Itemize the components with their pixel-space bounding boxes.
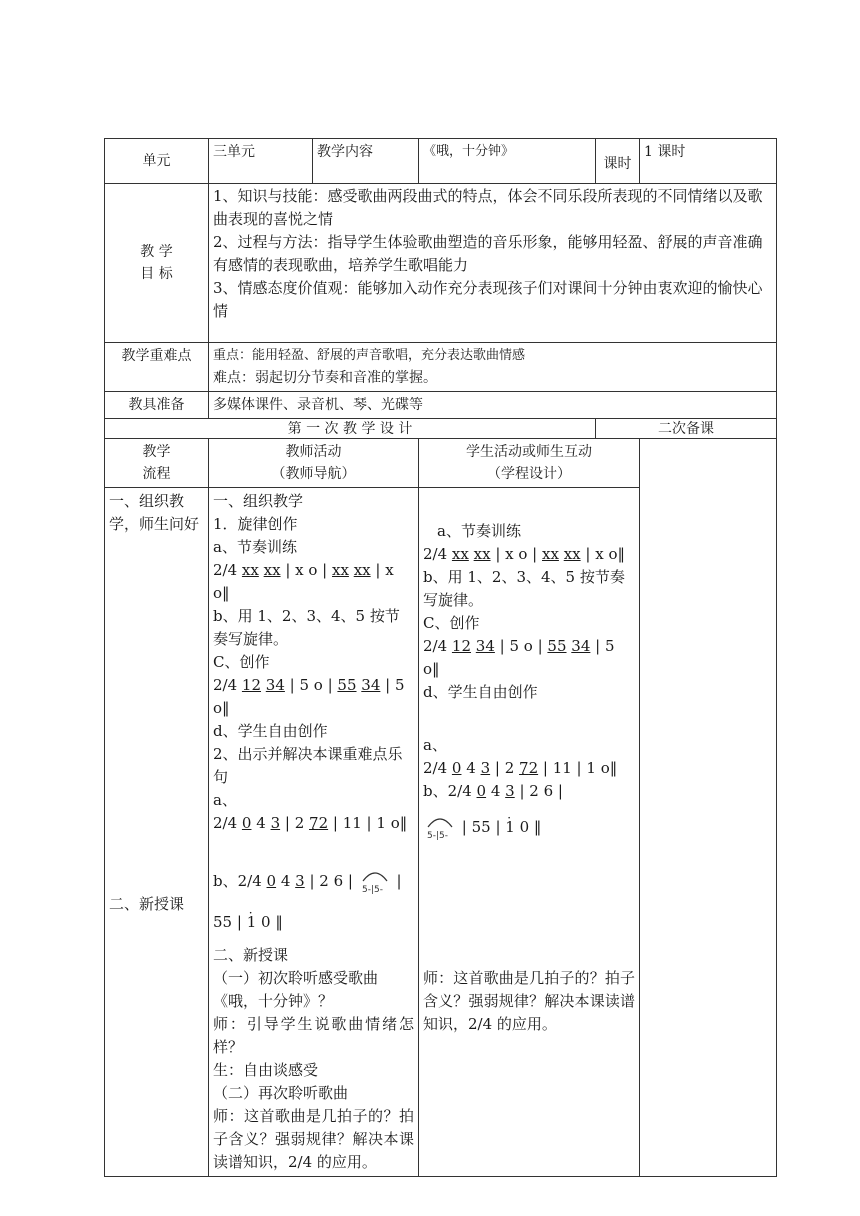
goals-text [209, 184, 777, 343]
teacher-line: C、创作 [213, 653, 270, 671]
content-label: 教学内容 [313, 139, 419, 184]
teacher-line: 师：引导学生说歌曲情绪怎样？ [213, 1015, 414, 1056]
teacher-line: （一）初次聆听感受歌曲《哦，十分钟》？ [213, 969, 379, 1010]
flow-step-2: 二、新授课 [109, 895, 185, 913]
student-cell [419, 488, 640, 1177]
teacher-line: a、 [213, 791, 237, 809]
teacher-line: 生：自由谈感受 [213, 1061, 319, 1079]
teacher-line: 一、组织教学 [213, 492, 304, 510]
flow-header-line1: 教学 [142, 444, 171, 460]
materials-label: 教具准备 [105, 392, 209, 419]
teacher-line: 二、新授课 [213, 946, 289, 964]
lesson-plan-page [104, 138, 776, 1177]
key-focus: 重点：能用轻盈、舒展的声音歌唱，充分表达歌曲情感 [213, 348, 526, 363]
goal-process: 2、过程与方法：指导学生体验歌曲塑造的音乐形象，能够用轻盈、舒展的声音准确有感情的表现歌曲，培养学生歌唱能力 [213, 233, 763, 274]
goals-row [105, 184, 777, 343]
student-line: a、节奏训练 [437, 522, 521, 540]
slur-notation-icon [358, 867, 392, 897]
key-points-label: 教学重难点 [105, 343, 209, 392]
teacher-line: 2、出示并解决本课重难点乐句 [213, 745, 403, 786]
content-value: 《哦，十分钟》 [419, 139, 596, 184]
teacher-line: d、学生自由创作 [213, 722, 328, 740]
student-header-line2: （学程设计） [487, 466, 571, 482]
key-difficulty: 难点：弱起切分节奏和音准的掌握。 [213, 370, 437, 386]
teacher-phrase-b-end: 55 | · 1 0 ‖ [213, 911, 414, 934]
student-rhythm-line: 2/4 xx xx | x o | xx xx | x o‖ [423, 545, 625, 563]
student-line: d、学生自由创作 [423, 683, 538, 701]
materials-row [105, 392, 777, 419]
teacher-line: 1．旋律创作 [213, 515, 298, 533]
design-title: 第 一 次 教 学 设 计 [105, 419, 596, 439]
materials-value: 多媒体课件、录音机、琴、光碟等 [209, 392, 777, 419]
flow-header [105, 439, 209, 488]
teacher-phrase-a: 2/4 0 4 3 | 2 7 ·2 | 11 | 1 o‖ [213, 812, 414, 835]
design-title-row [105, 419, 777, 439]
student-line: 师：这首歌曲是几拍子的？拍子含义？强弱规律？解决本课读谱知识，2/4 的应用。 [423, 969, 636, 1033]
lesson-plan-table [104, 138, 777, 1177]
student-melody-line: 2/4 12 34 | 5 o | 55 34 | 5 o‖ [423, 637, 615, 678]
teacher-cell [209, 488, 419, 1177]
teacher-melody-line: 2/4 12 34 | 5 o | 55 34 | 5 o‖ [213, 676, 405, 717]
student-line: C、创作 [423, 614, 480, 632]
unit-value: 三单元 [209, 139, 313, 184]
student-header-line1: 学生活动或师生互动 [466, 444, 592, 460]
slur-notation-icon [423, 813, 457, 843]
header-row [105, 139, 777, 184]
student-phrase-b: b、2/4 0 4 3 | 2 6 | [423, 782, 563, 800]
second-prep-label: 二次备课 [596, 419, 777, 439]
goals-label-line2: 目 标 [140, 266, 173, 282]
flow-header-line2: 流程 [142, 466, 171, 482]
flow-cell [105, 488, 209, 1177]
teacher-line: 师：这首歌曲是几拍子的？拍子含义？强弱规律？解决本课读谱知识，2/4 的应用。 [213, 1107, 414, 1171]
student-line: b、用 1、2、3、4、5 按节奏写旋律。 [423, 568, 625, 609]
teacher-line: （二）再次聆听歌曲 [213, 1084, 349, 1102]
student-phrase-a: 2/4 0 4 3 | 2 7 ·2 | 11 | 1 o‖ [423, 757, 635, 780]
student-phrase-b-end: 5-|5- | 55 | · 1 0 ‖ [423, 813, 635, 843]
svg-text:5-|5-: 5-|5- [427, 831, 448, 841]
period-value: 1 课时 [640, 139, 777, 184]
student-line: a、 [423, 736, 447, 754]
unit-label: 单元 [105, 139, 209, 184]
goal-emotion: 3、情感态度价值观：能够加入动作充分表现孩子们对课间十分钟由衷欢迎的愉快心情 [213, 279, 763, 320]
design-header-row [105, 439, 777, 488]
svg-text:5-|5-: 5-|5- [361, 885, 383, 895]
goals-label-line1: 教 学 [140, 244, 173, 260]
teacher-header-line1: 教师活动 [285, 444, 342, 460]
period-label: 课时 [596, 139, 640, 184]
goals-label [105, 184, 209, 343]
key-points-text [209, 343, 777, 392]
teacher-phrase-b: b、2/4 0 4 3 | 2 6 | 5-|5- | [213, 867, 414, 897]
teacher-line: a、节奏训练 [213, 538, 297, 556]
teacher-header [209, 439, 419, 488]
teacher-rhythm-line: 2/4 xx xx | x o | xx xx | x o‖ [213, 561, 394, 602]
flow-step-1: 一、组织教学，师生问好 [109, 492, 200, 533]
student-header [419, 439, 640, 488]
teacher-header-line2: （教师导航） [271, 466, 356, 482]
key-points-row [105, 343, 777, 392]
second-prep-cell [640, 439, 777, 1177]
teacher-line: b、用 1、2、3、4、5 按节奏写旋律。 [213, 607, 400, 648]
goal-knowledge: 1、知识与技能：感受歌曲两段曲式的特点，体会不同乐段所表现的不同情绪以及歌曲表现的喜悦之情 [213, 187, 763, 228]
